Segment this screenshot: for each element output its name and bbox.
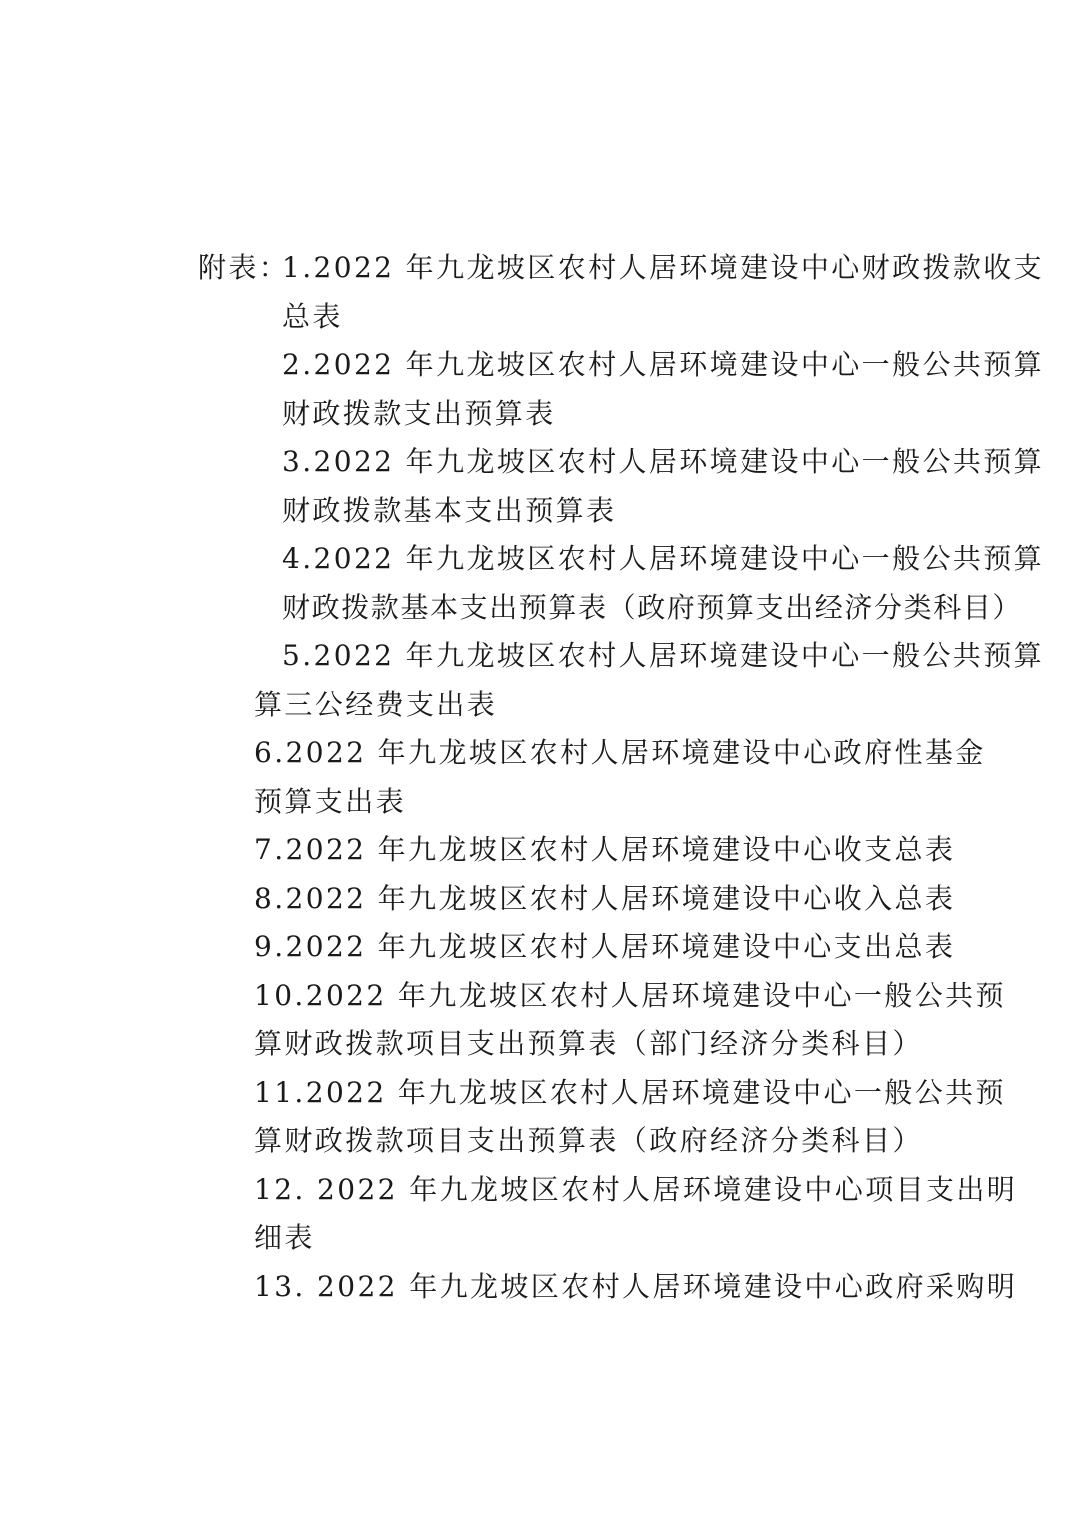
attachment-line-1: 1.2022 年九龙坡区农村人居环境建设中心财政拨款收支 (282, 251, 1045, 284)
attachment-line-7: 4.2022 年九龙坡区农村人居环境建设中心一般公共预算 (282, 542, 1045, 575)
attachment-line-21: 细表 (254, 1221, 315, 1254)
attachment-line-17: 算财政拨款项目支出预算表（部门经济分类科目） (254, 1027, 923, 1060)
attachment-line-13: 7.2022 年九龙坡区农村人居环境建设中心收支总表 (254, 833, 956, 866)
attachment-line-8: 财政拨款基本支出预算表（政府预算支出经济分类科目） (282, 591, 1023, 624)
attachment-line-20: 12. 2022 年九龙坡区农村人居环境建设中心项目支出明 (254, 1173, 1018, 1206)
attachment-line-22: 13. 2022 年九龙坡区农村人居环境建设中心政府采购明 (254, 1270, 1018, 1303)
attachment-line-10: 算三公经费支出表 (254, 688, 498, 721)
attachment-line-3: 2.2022 年九龙坡区农村人居环境建设中心一般公共预算 (282, 348, 1045, 381)
attachment-line-15: 9.2022 年九龙坡区农村人居环境建设中心支出总表 (254, 930, 956, 963)
attachment-line-19: 算财政拨款项目支出预算表（政府经济分类科目） (254, 1124, 923, 1157)
attachment-line-11: 6.2022 年九龙坡区农村人居环境建设中心政府性基金 (254, 736, 986, 769)
attachment-line-16: 10.2022 年九龙坡区农村人居环境建设中心一般公共预 (254, 979, 1006, 1012)
attachment-label: 附表： (198, 251, 290, 284)
attachment-line-4: 财政拨款支出预算表 (282, 397, 556, 430)
attachment-line-12: 预算支出表 (254, 785, 407, 818)
attachment-line-2: 总表 (282, 300, 343, 333)
attachment-line-9: 5.2022 年九龙坡区农村人居环境建设中心一般公共预算 (282, 639, 1045, 672)
attachment-line-6: 财政拨款基本支出预算表 (282, 494, 617, 527)
attachment-line-5: 3.2022 年九龙坡区农村人居环境建设中心一般公共预算 (282, 445, 1045, 478)
attachment-line-14: 8.2022 年九龙坡区农村人居环境建设中心收入总表 (254, 882, 956, 915)
attachment-line-18: 11.2022 年九龙坡区农村人居环境建设中心一般公共预 (254, 1076, 1006, 1109)
